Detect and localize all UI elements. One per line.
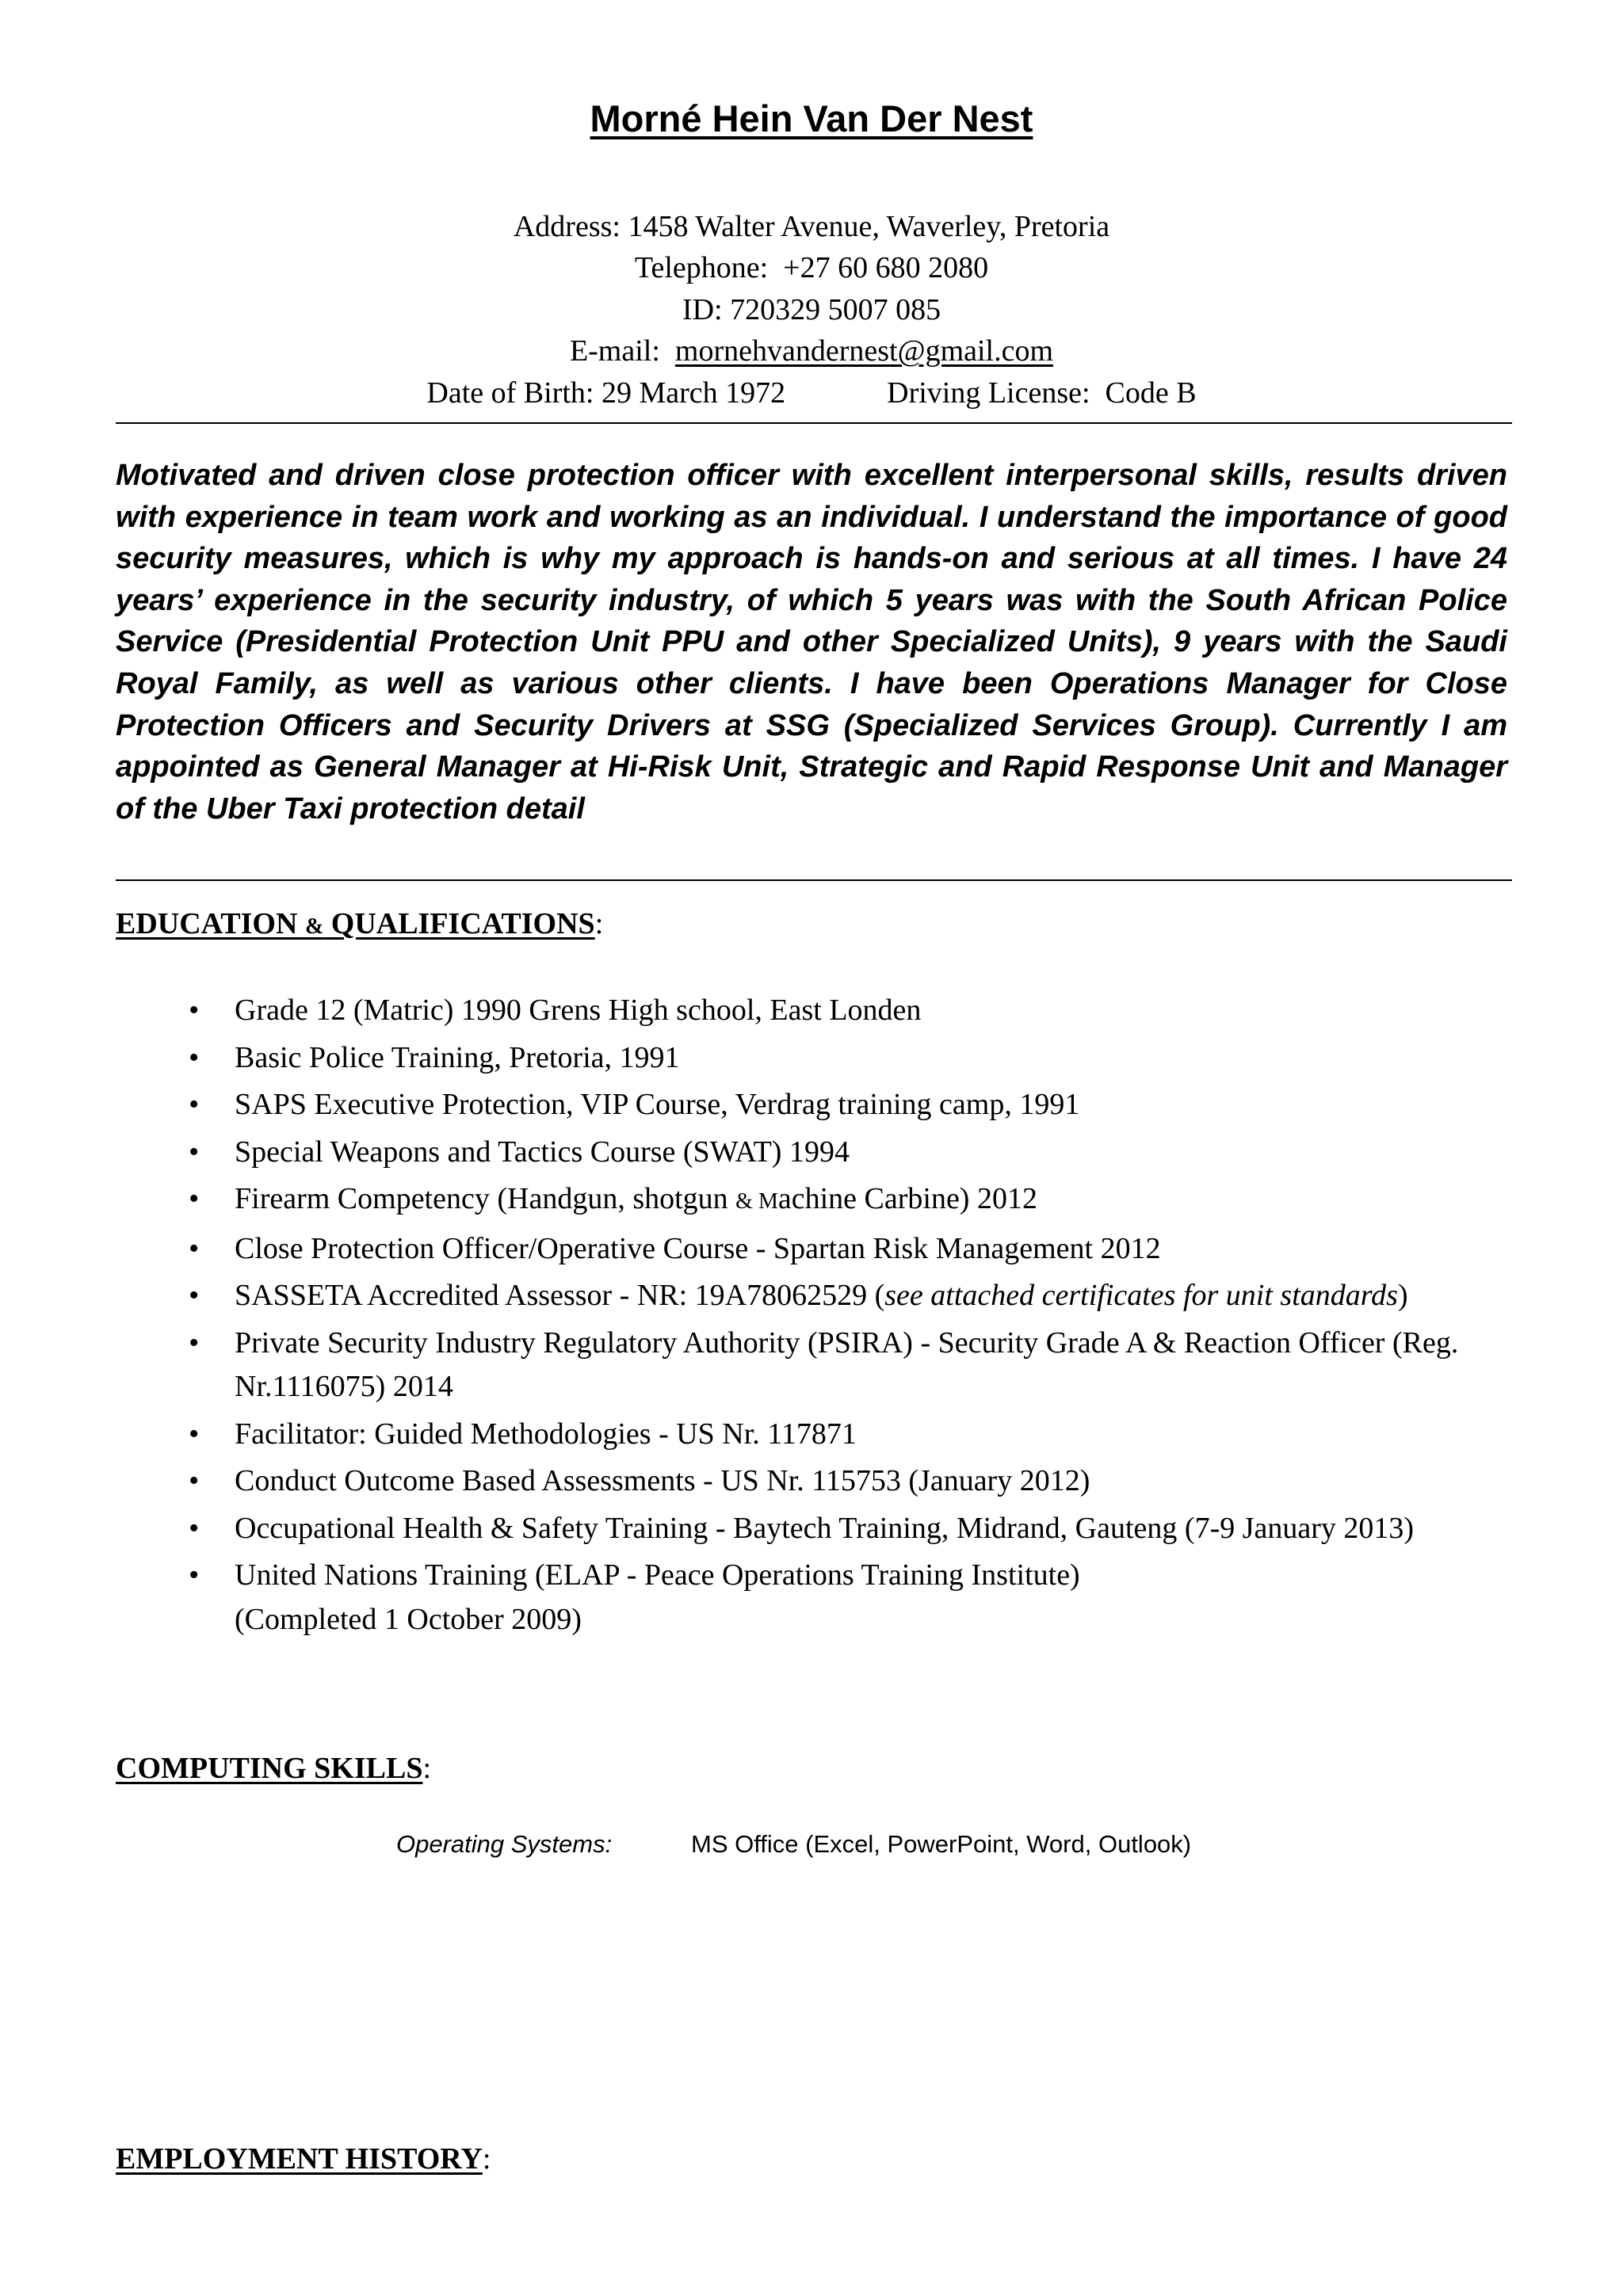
email-line <box>0 330 1623 372</box>
telephone-line: Telephone: +27 60 680 2080 <box>634 251 989 285</box>
candidate-name: Morné Hein Van Der Nest <box>590 97 1033 139</box>
list-item: • Firearm Competency (Handgun, shotgun & Machine Carbine) 2012 <box>116 1177 1510 1224</box>
operating-systems-label: Operating Systems: <box>396 1830 613 1858</box>
id-line: ID: 720329 5007 085 <box>682 292 941 326</box>
bullet-icon: • <box>189 1279 200 1312</box>
bullet-icon: • <box>189 1464 200 1497</box>
list-item: • Private Security Industry Regulatory Authority (PSIRA) - Security Grade A & Reaction Officer (Reg. Nr.1116075) 2014 <box>116 1322 1510 1409</box>
bullet-icon: • <box>189 1325 200 1360</box>
contact-block <box>0 206 1623 414</box>
bullet-icon: • <box>189 1231 200 1265</box>
list-item: • SASSETA Accredited Assessor - NR: 19A78062529 (see attached certificates for unit standards) <box>116 1274 1510 1318</box>
driving-license: Driving License: Code B <box>887 376 1197 410</box>
list-item: • Conduct Outcome Based Assessments - US Nr. 115753 (January 2012) <box>116 1459 1510 1504</box>
profile-summary: Motivated and driven close protection officer with excellent interpersonal skills, results driven with experience in team work and working as an individual. I understand the importance of good security measures, which is why my approach is hands-on and serious at all times. I have 24 years’ experience in the security industry, of which 5 years was with the South African Police Service (Presidential Protection Unit PPU and other Specialized Units), 9 years with the Saudi Royal Family, as well as various other clients. I have been Operations Manager for Close Protection Officers and Security Drivers at SSG (Specialized Services Group). Currently I am appointed as General Manager at Hi-Risk Unit, Strategic and Rapid Response Unit and Manager of the Uber Taxi protection detail <box>116 459 1507 826</box>
divider-bottom <box>116 879 1512 881</box>
list-item: • Special Weapons and Tactics Course (SWAT) 1994 <box>116 1131 1510 1175</box>
qualifications-list <box>116 989 1510 1645</box>
bullet-icon: • <box>189 1558 200 1592</box>
list-item: • Grade 12 (Matric) 1990 Grens High school, East Londen <box>116 989 1510 1033</box>
employment-heading: EMPLOYMENT HISTORY: <box>116 2142 491 2176</box>
operating-systems-value: MS Office (Excel, PowerPoint, Word, Outlook) <box>691 1830 1192 1858</box>
address-line: Address: 1458 Walter Avenue, Waverley, Pretoria <box>513 210 1110 243</box>
date-of-birth: Date of Birth: 29 March 1972 <box>426 376 786 410</box>
email-label: E-mail: <box>569 334 675 368</box>
computing-heading: COMPUTING SKILLS: <box>116 1752 432 1785</box>
list-item: • Facilitator: Guided Methodologies - US Nr. 117871 <box>116 1413 1510 1457</box>
bullet-icon: • <box>189 1511 200 1545</box>
bullet-icon: • <box>189 1135 200 1169</box>
list-item: • Occupational Health & Safety Training - Baytech Training, Midrand, Gauteng (7-9 January 2013) <box>116 1507 1510 1551</box>
education-heading: EDUCATION & QUALIFICATIONS: <box>116 907 604 940</box>
divider-top <box>116 422 1512 424</box>
list-item: • Close Protection Officer/Operative Course - Spartan Risk Management 2012 <box>116 1227 1510 1272</box>
bullet-icon: • <box>189 1417 200 1451</box>
bullet-icon: • <box>189 1040 200 1074</box>
bullet-icon: • <box>189 1088 200 1121</box>
list-item: • United Nations Training (ELAP - Peace Operations Training Institute) (Completed 1 October 2009) <box>116 1554 1510 1642</box>
dob-license-line <box>0 372 1623 414</box>
list-item: • Basic Police Training, Pretoria, 1991 <box>116 1036 1510 1081</box>
email-link[interactable]: mornehvandernest@gmail.com <box>674 334 1054 368</box>
list-item: • SAPS Executive Protection, VIP Course, Verdrag training camp, 1991 <box>116 1083 1510 1127</box>
bullet-icon: • <box>189 1182 200 1215</box>
bullet-icon: • <box>189 994 200 1027</box>
